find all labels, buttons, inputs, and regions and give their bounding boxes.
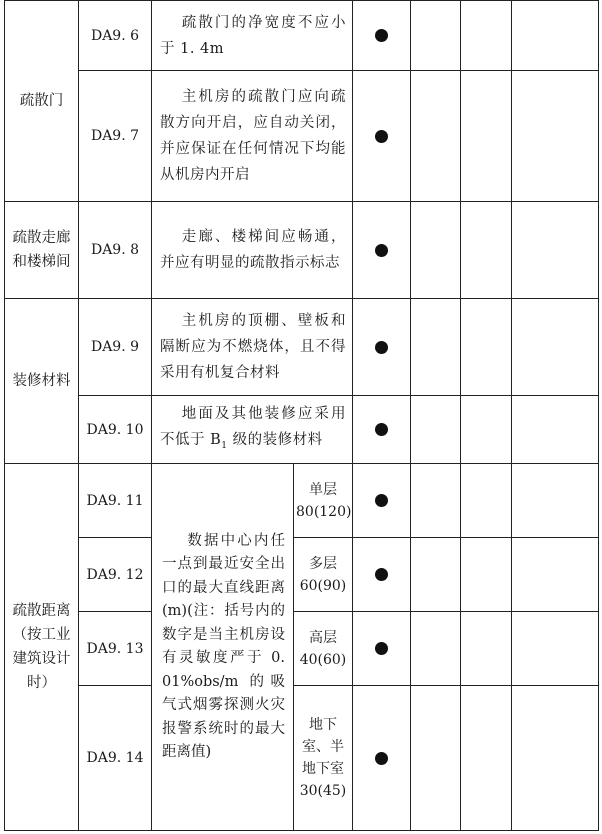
- table-row: [5, 202, 599, 299]
- blank-cell: [411, 299, 461, 396]
- table-row: [5, 612, 599, 686]
- blank-cell: [461, 299, 512, 396]
- code-cell: DA9. 11: [79, 464, 152, 538]
- mark-cell: [353, 71, 411, 202]
- filled-circle-icon: [375, 568, 388, 581]
- blank-cell: [461, 396, 512, 464]
- blank-cell: [461, 686, 512, 831]
- blank-cell: [512, 612, 599, 686]
- code-cell: DA9. 10: [79, 396, 152, 464]
- blank-cell: [512, 464, 599, 538]
- blank-cell: [411, 202, 461, 299]
- blank-cell: [461, 1, 512, 71]
- requirement-cell: 走廊、楼梯间应畅通，并应有明显的疏散指示标志: [152, 202, 353, 299]
- building-type-cell: 地下室、半地下室 30(45): [294, 686, 353, 831]
- table-row: [5, 396, 599, 464]
- requirement-cell: 主机房的疏散门应向疏散方向开启，应自动关闭，并应保证在任何情况下均能从机房内开启: [152, 71, 353, 202]
- category-cell: 疏散门: [5, 1, 79, 202]
- category-cell: 疏散走廊和楼梯间: [5, 202, 79, 299]
- filled-circle-icon: [375, 752, 388, 765]
- requirement-cell: 地面及其他装修应采用不低于 $B_1$ 级的装修材料: [152, 396, 353, 464]
- filled-circle-icon: [375, 244, 388, 257]
- blank-cell: [411, 538, 461, 612]
- category-cell: 装修材料: [5, 299, 79, 464]
- mark-cell: [353, 1, 411, 71]
- filled-circle-icon: [375, 642, 388, 655]
- blank-cell: [512, 299, 599, 396]
- blank-cell: [411, 686, 461, 831]
- mark-cell: [353, 464, 411, 538]
- mark-cell: [353, 202, 411, 299]
- blank-cell: [411, 1, 461, 71]
- blank-cell: [461, 71, 512, 202]
- filled-circle-icon: [375, 29, 388, 42]
- blank-cell: [461, 612, 512, 686]
- mark-cell: [353, 538, 411, 612]
- code-cell: DA9. 13: [79, 612, 152, 686]
- blank-cell: [411, 396, 461, 464]
- table-row: [5, 686, 599, 831]
- code-cell: DA9. 8: [79, 202, 152, 299]
- code-cell: DA9. 14: [79, 686, 152, 831]
- category-cell: 疏散距离（按工业建筑设计时）: [5, 464, 79, 831]
- filled-circle-icon: [375, 341, 388, 354]
- table-row: [5, 299, 599, 396]
- table-row: [5, 464, 599, 538]
- filled-circle-icon: [375, 130, 388, 143]
- blank-cell: [461, 538, 512, 612]
- blank-cell: [512, 1, 599, 71]
- requirement-cell: 主机房的顶棚、壁板和隔断应为不燃烧体，且不得采用有机复合材料: [152, 299, 353, 396]
- blank-cell: [512, 538, 599, 612]
- building-type-cell: 高层 40(60): [294, 612, 353, 686]
- blank-cell: [512, 71, 599, 202]
- code-cell: DA9. 7: [79, 71, 152, 202]
- requirement-cell: 数据中心内任一点到最近安全出口的最大直线距离(m)(注：括号内的数字是当主机房设有灵敏度严于 0. 01%obs/m 的吸气式烟雾探测火灾报警系统时的最大距离值): [152, 464, 294, 831]
- filled-circle-icon: [375, 423, 388, 436]
- blank-cell: [512, 202, 599, 299]
- blank-cell: [512, 686, 599, 831]
- mark-cell: [353, 396, 411, 464]
- mark-cell: [353, 299, 411, 396]
- blank-cell: [411, 612, 461, 686]
- blank-cell: [512, 396, 599, 464]
- requirement-cell: 疏散门的净宽度不应小于 1. 4m: [152, 1, 353, 71]
- blank-cell: [411, 464, 461, 538]
- code-cell: DA9. 6: [79, 1, 152, 71]
- mark-cell: [353, 612, 411, 686]
- building-type-cell: 多层 60(90): [294, 538, 353, 612]
- code-cell: DA9. 9: [79, 299, 152, 396]
- table-row: [5, 1, 599, 71]
- table-row: [5, 538, 599, 612]
- blank-cell: [411, 71, 461, 202]
- mark-cell: [353, 686, 411, 831]
- blank-cell: [461, 202, 512, 299]
- table-row: [5, 71, 599, 202]
- building-type-cell: 单层 80(120): [294, 464, 353, 538]
- blank-cell: [461, 464, 512, 538]
- filled-circle-icon: [375, 494, 388, 507]
- inspection-table: [4, 0, 599, 831]
- code-cell: DA9. 12: [79, 538, 152, 612]
